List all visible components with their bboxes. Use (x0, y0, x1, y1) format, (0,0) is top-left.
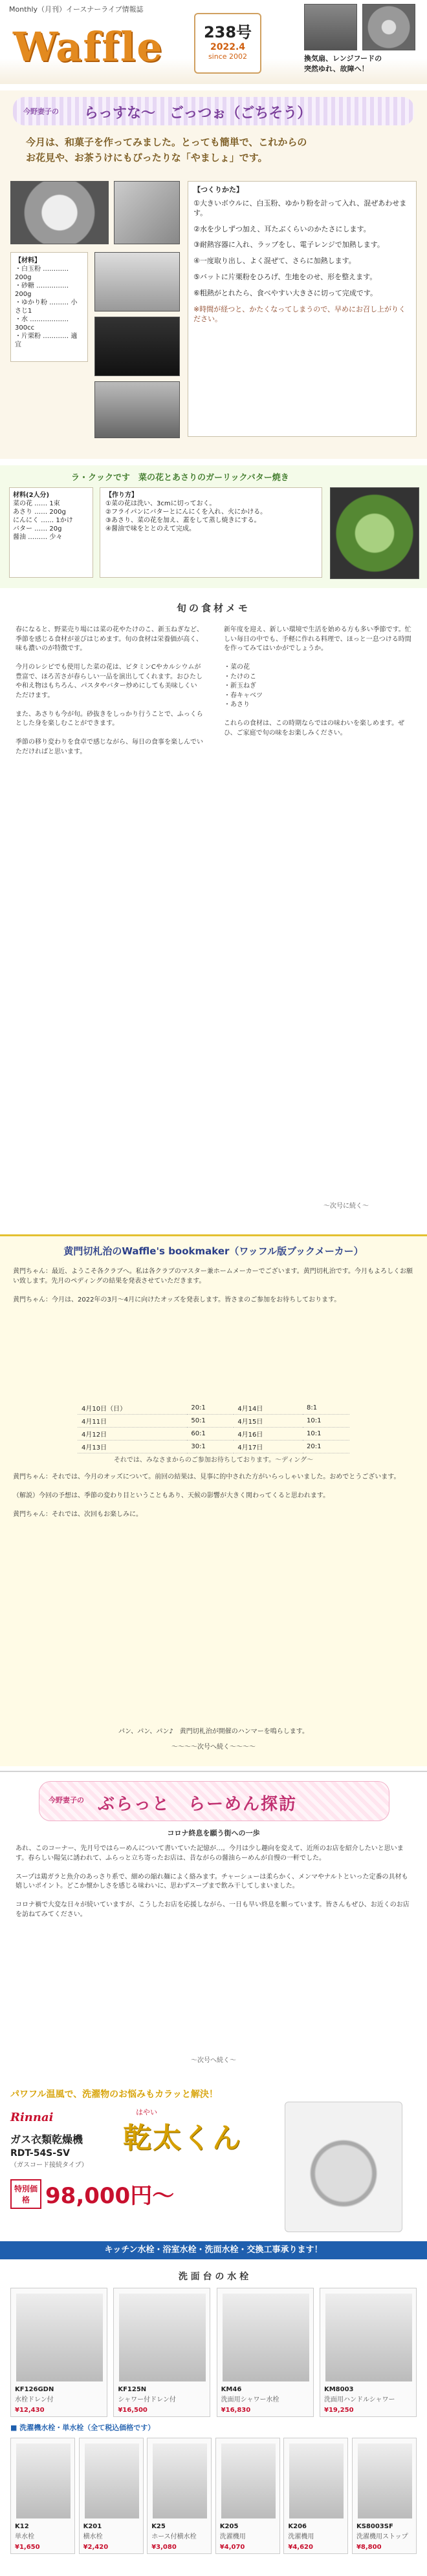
books-closing: それでは、みなさまからのご参加お待ちしております。〜ディング〜 (113, 1457, 314, 1464)
item-price: ¥4,620 (288, 2544, 313, 2551)
step-5: ⑤バットに片栗粉をひろげ、生地をのせ、形を整えます。 (193, 273, 377, 282)
faucet-photo (16, 2294, 103, 2381)
ingredients-title: 【材料】 (15, 257, 41, 264)
item-desc: 単水栓 (15, 2533, 34, 2540)
ad-bar: キッチン水栓・浴室水栓・洗面水栓・交換工事承ります！ (0, 2241, 427, 2259)
recipe-photo-3 (94, 252, 180, 311)
ad-model: RDT-54S-SV (10, 2148, 70, 2159)
r2-step-2: ②フライパンにバターとにんにくを入れ、火にかける。 (105, 509, 267, 516)
r2-step-3: ③あさり、菜の花を加え、蓋をして蒸し焼きにする。 (105, 517, 261, 524)
r2-step-4: ④醤油で味をととのえて完成。 (105, 525, 195, 533)
books-title: 黄門切札治のWaffle's bookmaker（ワッフル版ブックメーカー） (63, 1245, 364, 1257)
faucet-photo (16, 2444, 71, 2518)
item-price: ¥3,080 (151, 2544, 177, 2551)
ramen-banner (39, 1781, 389, 1821)
since-label: since 2002 (208, 52, 248, 61)
catalog-item (352, 2438, 417, 2554)
recipe-photo-4 (94, 317, 180, 376)
odds-cell: 4月16日 (234, 1428, 303, 1441)
issue-number: 238号 (203, 23, 252, 41)
ingredients-box (10, 252, 88, 362)
header (0, 0, 427, 84)
recipe-photo-2 (114, 181, 180, 244)
recipe-section (0, 90, 427, 459)
ramen-text: あれ、このコーナー、先月号ではらーめんについて書いていた記憶が…。今月は少し趣向を変えて、近所のお店を紹介したいと思います。春らしい陽気に誘われて、ふらっと立ち寄ったお店は、昔ながらの醤油らーめんが自慢の一軒でした。 スープは鶏ガラと魚介のあっさり系で、細めの縮れ麺によく絡みます。チャーシューは柔らかく、メンマやナルトといった定番の具材も嬉しいポイント。どこか懐かしさを感じる味わいに、思わずスープまで飲み干してしまいました。 コロナ禍で大変な日々が続いていますが、こうしたお店を応援しながら、一日も早い終息を願っています。皆さんもぜひ、お近くのお店を訪ねてみてください。 (16, 1845, 410, 1918)
books-body: 黄門ちゃん：最近、ようこそ各クラブへ。私は各クラブのマスター兼ホームメーカーでございます。黄門切札治です。今月もよろしくお願い致します。先月のペディングの結果を発表させていただきます。 黄門ちゃん：今月は、2022年の3月〜4月に向けたオッズを発表します。皆さまのご参加をお待ちしております。 (13, 1268, 413, 1304)
catalog-item (113, 2288, 210, 2417)
catalog-item (215, 2438, 280, 2554)
header-top-label: Monthly（月刊）イースナーライブ情報誌 (9, 5, 144, 14)
ramen-end: 〜次号へ続く〜 (191, 2057, 236, 2064)
faucet-photo (289, 2444, 344, 2518)
catalog-bottom-row (10, 2438, 417, 2554)
faucet-photo (325, 2294, 412, 2381)
step-6: ⑥粗熱がとれたら、食べやすい大きさに切って完成です。 (193, 288, 377, 297)
faucet-photo (221, 2444, 276, 2518)
item-desc: 横水栓 (83, 2533, 103, 2540)
r2-ing-2: あさり …… 200g (13, 509, 66, 516)
catalog-item (10, 2288, 107, 2417)
ingredient-3: ・ゆかり粉 ……… 小さじ1 (15, 299, 78, 315)
odds-row (78, 1402, 349, 1415)
header-promo: 換気扇、レンジフードの 突然ゆれ、故障へ！ (304, 54, 382, 73)
catalog-item (320, 2288, 417, 2417)
step-2: ②水を少しずつ加え、耳たぶくらいのかたさにします。 (193, 224, 371, 233)
ramen-subtitle: コロナ終息を願う街への一歩 (167, 1829, 260, 1837)
faucet-photo (223, 2294, 309, 2381)
issue-badge (194, 13, 261, 74)
ingredient-4: ・水 ……………… 300cc (15, 316, 69, 332)
rinnai-logo: Rinnai (10, 2111, 54, 2124)
item-desc: 洗濯機用 (288, 2533, 314, 2540)
books-body2: 黄門ちゃん：それでは、今月のオッズについて。前回の結果は、見事に的中された方がいらっしゃいました。おめでとうございます。 （解説）今回の予想は、季節の変わり目ということもあり、天候の影響が大きく関わってくると思われます。 黄門ちゃん：それでは、次回もお楽しみに。 (13, 1473, 400, 1518)
price-label: 特別価格 (10, 2179, 41, 2209)
catalog-title: 洗 面 台 の 水 栓 (178, 2272, 249, 2282)
odds-cell: 4月14日 (234, 1402, 303, 1415)
r2-ing-5: 醤油 ……… 少々 (13, 534, 63, 541)
odds-cell: 10:1 (303, 1415, 349, 1428)
item-model: K12 (15, 2523, 29, 2530)
books-footer: パン、パン、パン♪ 黄門切札治が開催のハンマーを鳴らします。 (118, 1728, 309, 1735)
odds-cell: 4月15日 (234, 1415, 303, 1428)
books-section (0, 1234, 427, 1766)
recipe-banner (13, 97, 414, 125)
odds-row (78, 1415, 349, 1428)
item-desc: 水栓ドレン付 (15, 2396, 54, 2403)
ramen-badge: 今野妻子の (49, 1796, 84, 1804)
catalog-bottom-label: ■ 洗濯機水栓・単水栓（全て税込価格です） (10, 2423, 155, 2432)
column-right: 新年度を迎え、新しい環境で生活を始める方も多い季節です。忙しい毎日の中でも、手軽に作れる料理で、ほっと一息つける時間を作ってみてはいかがでしょうか。 ・菜の花 ・たけのこ ・新玉ねぎ ・春キャベツ ・あさり これらの食材は、この時期ならではの味わいを楽しめます。ぜひ、ご家庭で旬の味をお楽しみください。 (224, 626, 411, 737)
waffle-logo: Waffle (13, 23, 164, 70)
ad-tagline: パワフル温風で、洗濯物のお悩みもカラッと解決！ (10, 2089, 218, 2100)
item-desc: 洗面用ハンドルシャワー (323, 2396, 395, 2403)
ad-product-type: ガス衣類乾燥機 (10, 2133, 83, 2146)
recipe-photo-1 (10, 181, 109, 244)
ramen-section (0, 1771, 427, 2076)
item-desc: 洗濯機用ストップ (356, 2533, 408, 2540)
step-4: ④一度取り出し、よく混ぜて、さらに加熱します。 (193, 257, 356, 266)
column-section (0, 595, 427, 1228)
step-3: ③耐熱容器に入れ、ラップをし、電子レンジで加熱します。 (193, 240, 384, 249)
ad-model-sub: （ガスコード接続タイプ） (10, 2162, 88, 2169)
catalog-item (217, 2288, 314, 2417)
catalog-item (147, 2438, 212, 2554)
recipe-intro: 今月は、和菓子を作ってみました。とっても簡単で、これからの お花見や、お茶うけにもぴったりな「やましょ」です。 (26, 136, 307, 164)
recipe-steps-box (188, 181, 417, 437)
odds-cell: 8:1 (303, 1402, 349, 1415)
dryer-photo (285, 2102, 402, 2232)
odds-cell: 4月12日 (78, 1428, 187, 1441)
column-left: 春になると、野菜売り場には菜の花やたけのこ、新玉ねぎなど、季節を感じる食材が並びはじめます。旬の食材は栄養価が高く、味も濃いのが特徴です。 今月のレシピでも使用した菜の花は、ビタミンCやカルシウムが豊富で、ほろ苦さが春らしい一品を演出してくれます。おひたしや和え物はもちろん、パスタやバター炒めにしても美味しくいただけます。 また、あさりも今が旬。砂抜きをしっかり行うことで、ふっくらとした身を楽しむことができます。 季節の移り変わりを食卓で感じながら、毎日の食事を楽しんでいただければと思います。 (16, 626, 203, 755)
odds-cell: 50:1 (187, 1415, 234, 1428)
step-1: ①大きいボウルに、白玉粉、ゆかり粉を計って入れ、混ぜあわせます。 (193, 198, 407, 217)
ramen-title: ぶらっと らーめん探訪 (98, 1795, 298, 1814)
recipe-photo-5 (94, 381, 180, 438)
kanta-ruby: はやい (136, 2108, 157, 2117)
item-price: ¥16,830 (221, 2407, 251, 2414)
item-price: ¥2,420 (83, 2544, 109, 2551)
odds-row (78, 1441, 349, 1453)
faucet-photo (358, 2444, 412, 2518)
item-price: ¥4,070 (219, 2544, 245, 2551)
catalog-item (79, 2438, 144, 2554)
item-model: K206 (288, 2523, 307, 2530)
item-desc: シャワー付ドレン付 (118, 2396, 176, 2403)
recipe2-ingredients (9, 487, 93, 578)
odds-cell: 4月10日（日） (78, 1402, 187, 1415)
odds-cell: 30:1 (187, 1441, 234, 1453)
column-footer: 〜次号に続く〜 (323, 1203, 369, 1210)
item-price: ¥16,500 (118, 2407, 148, 2414)
steps-title: 【つくりかた】 (193, 185, 243, 194)
fan-photo-2 (362, 4, 415, 50)
recipe2-photo (330, 487, 419, 579)
item-model: KM8003 (323, 2386, 354, 2393)
item-model: KM46 (221, 2386, 242, 2393)
item-price: ¥8,800 (356, 2544, 382, 2551)
odds-cell: 4月13日 (78, 1441, 187, 1453)
faucet-photo (119, 2294, 206, 2381)
item-model: KF125N (118, 2386, 147, 2393)
item-model: K25 (151, 2523, 166, 2530)
item-price: ¥19,250 (323, 2407, 354, 2414)
recipe2-title: ラ・クックです 菜の花とあさりのガーリックバター焼き (71, 473, 289, 483)
recipe2-section (0, 465, 427, 588)
r2-ing-0: 材料(2人分) (13, 492, 50, 499)
column-heading: 旬の食材メモ (176, 602, 250, 614)
odds-row (78, 1428, 349, 1441)
ad-price: 98,000円〜 (45, 2183, 175, 2209)
odds-cell: 20:1 (187, 1402, 234, 1415)
books-end: 〜〜〜〜次号へ続く〜〜〜〜 (171, 1744, 256, 1751)
recipe-banner-title: らっすな〜 ごっつぉ（ごちそう） (84, 105, 312, 121)
issue-date: 2022.4 (210, 42, 246, 52)
recipe2-steps (100, 487, 322, 578)
recipe-note: ※時間が経つと、かたくなってしまうので、早めにお召し上がりください。 (193, 304, 406, 323)
kanta-name: 乾太くん (123, 2122, 242, 2155)
faucet-photo (153, 2444, 207, 2518)
odds-table (78, 1402, 349, 1453)
catalog-top-row (10, 2288, 417, 2417)
r2-step-0: 【作り方】 (105, 492, 138, 499)
r2-step-1: ①菜の花は洗い、3cmに切っておく。 (105, 500, 216, 507)
catalog-section (0, 2262, 427, 2572)
r2-ing-4: バター …… 20g (13, 525, 62, 533)
r2-ing-1: 菜の花 …… 1束 (13, 500, 60, 507)
item-model: K201 (83, 2523, 102, 2530)
ingredient-1: ・白玉粉 ………… 200g (15, 266, 69, 281)
ingredient-5: ・片栗粉 ………… 適宜 (15, 333, 78, 348)
r2-ing-3: にんにく …… 1かけ (13, 517, 73, 524)
odds-cell: 60:1 (187, 1428, 234, 1441)
item-model: KS8003SF (356, 2523, 393, 2530)
item-desc: 洗濯機用 (219, 2533, 246, 2540)
item-price: ¥12,430 (15, 2407, 45, 2414)
item-model: K205 (219, 2523, 239, 2530)
recipe-banner-prefix: 今野妻子の (23, 107, 59, 116)
faucet-photo (85, 2444, 139, 2518)
odds-cell: 4月11日 (78, 1415, 187, 1428)
catalog-item (283, 2438, 348, 2554)
odds-cell: 4月17日 (234, 1441, 303, 1453)
item-desc: ホース付横水栓 (151, 2533, 197, 2540)
odds-cell: 20:1 (303, 1441, 349, 1453)
item-desc: 洗面用シャワー水栓 (221, 2396, 279, 2403)
fan-photo-1 (304, 4, 357, 50)
ingredient-2: ・砂糖 …………… 200g (15, 282, 69, 298)
odds-cell: 10:1 (303, 1428, 349, 1441)
item-model: KF126GDN (15, 2386, 54, 2393)
item-price: ¥1,650 (15, 2544, 40, 2551)
catalog-item (10, 2438, 75, 2554)
